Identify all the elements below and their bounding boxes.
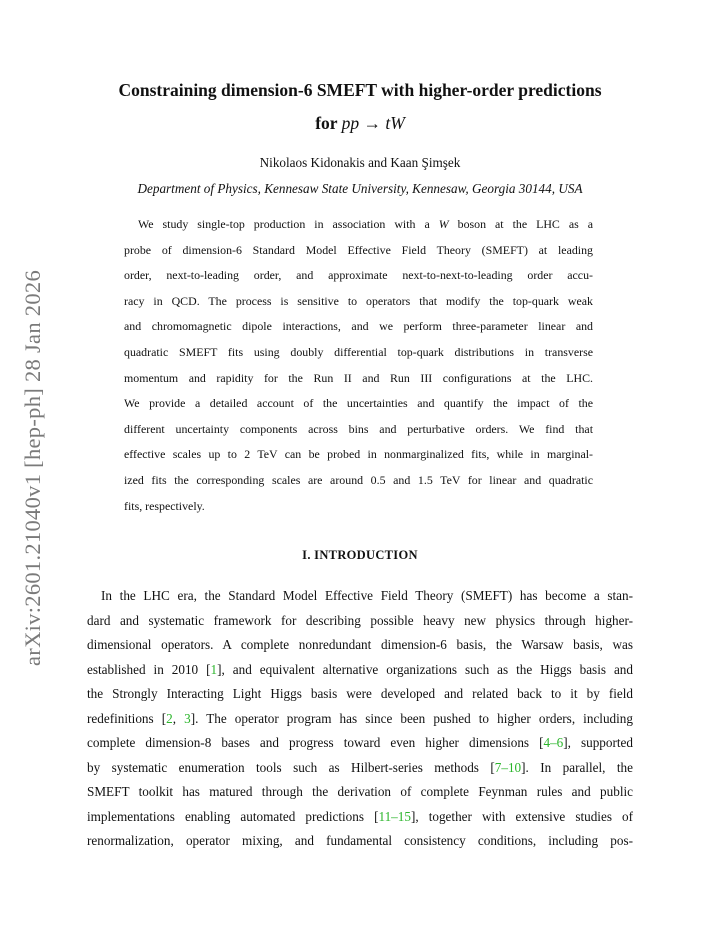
math-symbol-w: W bbox=[438, 217, 449, 231]
paper-title-line-2 bbox=[60, 113, 660, 134]
abstract bbox=[124, 214, 593, 521]
intro-line: In the LHC era, the Standard Model Effective Field Theory (SMEFT) has become a stan- bbox=[101, 588, 633, 603]
abstract-line: different uncertainty components across bins and perturbative orders. We find that bbox=[124, 421, 593, 436]
arxiv-identifier-stamp bbox=[12, 258, 54, 678]
abstract-line: and chromomagnetic dipole interactions, and we perform three-parameter linear and bbox=[124, 319, 593, 334]
section-heading-introduction: I. INTRODUCTION bbox=[302, 548, 418, 562]
intro-line: complete dimension-8 bases and progress toward even higher dimensions [4–6], supported bbox=[87, 735, 633, 751]
citation-link[interactable]: 7–10 bbox=[494, 759, 522, 775]
citation-link[interactable]: 11–15 bbox=[378, 808, 411, 824]
citation-link[interactable]: 1 bbox=[210, 661, 218, 677]
abstract-line: quadratic SMEFT fits using doubly differential top-quark distributions in transverse bbox=[124, 344, 593, 359]
citation-link[interactable]: 4–6 bbox=[543, 735, 564, 751]
abstract-line: racy in QCD. The process is sensitive to operators that modify the top-quark weak bbox=[124, 293, 593, 308]
intro-line: the Strongly Interacting Light Higgs basis were developed and related back to it by field bbox=[87, 686, 633, 702]
title-prefix: for bbox=[315, 113, 342, 133]
abstract-line: effective scales up to 2 TeV can be probed in nonmarginalized fits, while in marginal- bbox=[124, 447, 593, 462]
citation-link[interactable]: 2 bbox=[166, 710, 173, 726]
author-list: Nikolaos Kidonakis and Kaan Şimşek bbox=[259, 155, 461, 170]
abstract-line: probe of dimension-6 Standard Model Effective Field Theory (SMEFT) at leading bbox=[124, 242, 593, 257]
intro-line: redefinitions [2, 3]. The operator program has since been pushed to higher orders, including bbox=[87, 710, 633, 726]
abstract-line: We study single-top production in association with a W boson at the LHC as a bbox=[138, 217, 593, 231]
affiliation: Department of Physics, Kennesaw State University, Kennesaw, Georgia 30144, USA bbox=[137, 181, 583, 196]
intro-line: renormalization, operator mixing, and fundamental consistency conditions, including pos- bbox=[87, 833, 633, 849]
abstract-line: momentum and rapidity for the Run II and Run III configurations at the LHC. bbox=[124, 370, 593, 385]
paper-title-line-1: Constraining dimension-6 SMEFT with higher-order predictions bbox=[118, 80, 602, 100]
intro-line: implementations enabling automated predictions [11–15], together with extensive studies of bbox=[87, 808, 633, 824]
abstract-line: ized fits the corresponding scales are around 0.5 and 1.5 TeV for linear and quadratic bbox=[124, 472, 593, 487]
intro-line: by systematic enumeration tools such as Hilbert-series methods [7–10]. In parallel, the bbox=[87, 759, 633, 775]
abstract-line: order, next-to-leading order, and approximate next-to-next-to-leading order accu- bbox=[124, 268, 593, 283]
title-process-math: pp → tW bbox=[341, 113, 405, 133]
intro-line: SMEFT toolkit has matured through the derivation of complete Feynman rules and public bbox=[87, 784, 633, 800]
arxiv-identifier-text: arXiv:2601.21040v1 [hep-ph] 28 Jan 2026 bbox=[20, 269, 45, 667]
introduction-text bbox=[87, 586, 633, 856]
abstract-line: We provide a detailed account of the uncertainties and quantify the impact of the bbox=[124, 396, 593, 411]
intro-line: dard and systematic framework for describing possible heavy new physics through higher- bbox=[87, 612, 633, 628]
citation-link[interactable]: 3 bbox=[184, 710, 191, 726]
intro-line: established in 2010 [1], and equivalent alternative organizations such as the Higgs basis and bbox=[87, 661, 633, 677]
intro-line: dimensional operators. A complete nonredundant dimension-6 basis, the Warsaw basis, was bbox=[87, 637, 633, 653]
abstract-line: fits, respectively. bbox=[124, 498, 205, 513]
